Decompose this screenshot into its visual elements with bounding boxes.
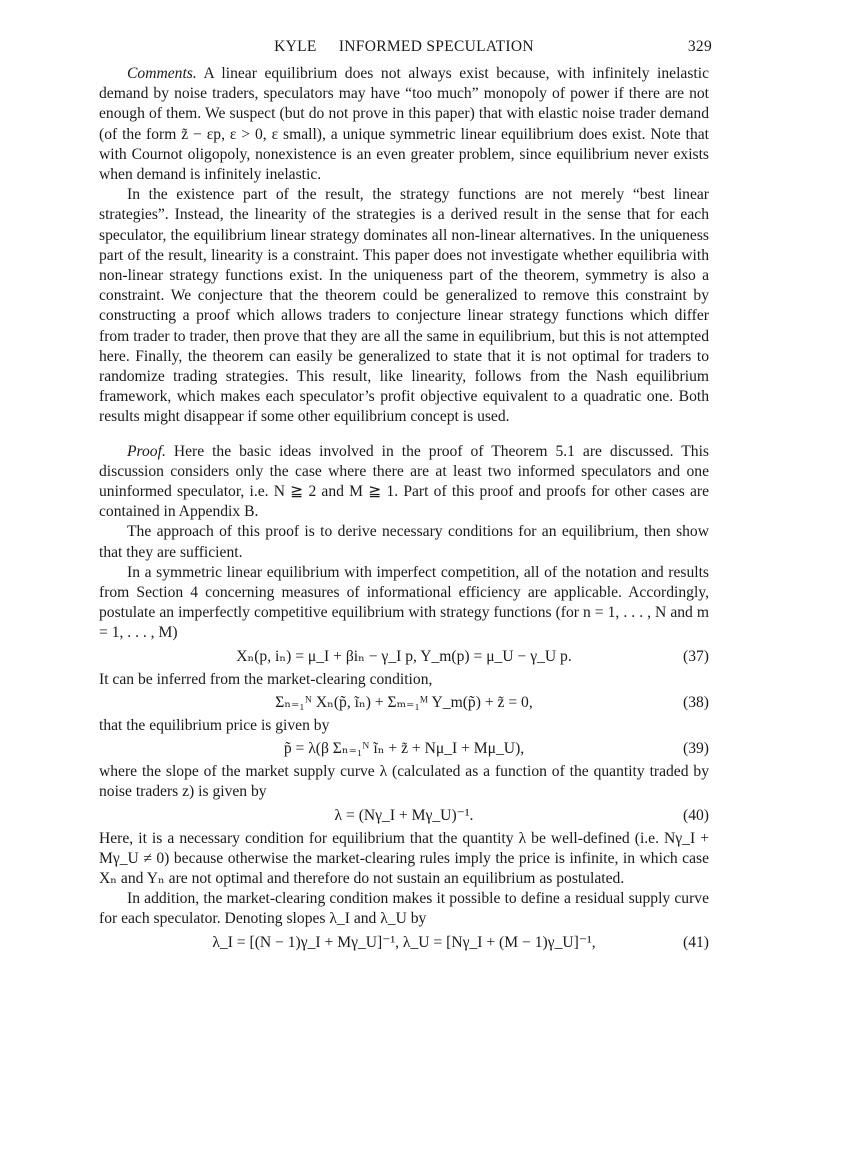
equation-39-number: (39) [683, 740, 709, 758]
header-title: INFORMED SPECULATION [338, 38, 534, 55]
inferred-paragraph: It can be inferred from the market-clearing condition, [99, 670, 433, 688]
slope-paragraph: where the slope of the market supply curve λ (calculated as a function of the quantity traded by noise traders z) is given by [99, 763, 709, 801]
proof-paragraph [99, 442, 709, 523]
equation-37-body: Xₙ(p, iₙ) = μ_I + βiₙ − γ_I p, Y_m(p) = μ_U − γ_U p. [236, 647, 572, 665]
equation-38-body: Σₙ₌₁ᴺ Xₙ(p̃, ĩₙ) + Σₘ₌₁ᴹ Y_m(p̃) + z̃ = 0, [275, 693, 533, 711]
addition-paragraph: In addition, the market-clearing condition makes it possible to define a residual supply curve for each speculator. Denoting slopes λ_I and λ_U by [99, 890, 709, 928]
page-number: 329 [687, 38, 712, 55]
proof-label: Proof. [127, 442, 166, 460]
equation-38-number: (38) [683, 693, 709, 711]
equation-39-body: p̃ = λ(β Σₙ₌₁ᴺ ĩₙ + z̃ + Nμ_I + Mμ_U), [283, 740, 525, 758]
equation-37 [99, 644, 709, 670]
here-paragraph: Here, it is a necessary condition for equilibrium that the quantity λ be well-defined (i.e. Nγ_I + Mγ_U ≠ 0) because otherwise the market-clearing rules imply the price is infinite, in which case Xₙ and Yₙ are not optimal and therefore do not sustain an equilibrium as postulated. [99, 829, 709, 887]
equation-40-body: λ = (Nγ_I + Mγ_U)⁻¹. [334, 806, 474, 824]
comments-text: A linear equilibrium does not always exist because, with infinitely inelastic demand by noise traders, speculators may have “too much” monopoly of power if there are not enough of them. We suspect (but do not prove in this paper) that with elastic noise trader demand (of the form z̃ − εp, ε > 0, ε small), a unique symmetric linear equilibrium does exist. Note that with Cournot oligopoly, nonexistence is an even greater problem, since equilibrium never exists when demand is infinitely inelastic. [99, 65, 710, 184]
equation-37-number: (37) [683, 647, 709, 665]
equation-39 [99, 736, 709, 762]
price-paragraph: that the equilibrium price is given by [99, 716, 330, 734]
symmetric-paragraph: In a symmetric linear equilibrium with imperfect competition, all of the notation and results from Section 4 concerning measures of informational efficiency are applicable. Accordingly, postulate an imperfectly competitive equilibrium with strategy functions (for n = 1, . . . , N and m = 1, . . . , M) [99, 563, 709, 642]
running-header [99, 30, 712, 64]
equation-41-body: λ_I = [(N − 1)γ_I + Mγ_U]⁻¹, λ_U = [Nγ_I + (M − 1)γ_U]⁻¹, [212, 933, 596, 951]
approach-paragraph: The approach of this proof is to derive necessary conditions for an equilibrium, then show that they are sufficient. [99, 523, 709, 561]
page [99, 30, 712, 956]
existence-paragraph: In the existence part of the result, the strategy functions are not merely “best linear strategies”. Instead, the linearity of the strategies is a derived result in the sense that for each speculator, the equilibrium linear strategy dominates all non-linear alternatives. In the uniqueness part of the result, linearity is a constraint. This paper does not investigate whether equilibria with non-linear strategy functions exist. In the uniqueness part of the theorem, symmetry is also a constraint. We conjecture that the theorem could be generalized to remove this constraint by constructing a proof which allows traders to conjecture linear strategy functions which differ from trader to trader, then prove that they are all the same in equilibrium, but this is not attempted here. Finally, the theorem can easily be generalized to state that it is not optimal for traders to randomize trading strategies. This result, like linearity, follows from the Nash equilibrium framework, which makes each speculator’s profit objective equivalent to a quadratic one. Both results might disappear if some other equilibrium concept is used. [99, 186, 709, 426]
equation-38 [99, 690, 709, 716]
equation-40-number: (40) [683, 806, 709, 824]
proof-text: Here the basic ideas involved in the proof of Theorem 5.1 are discussed. This discussion considers only the case where there are at least two informed speculators and one uninformed speculator, i.e. N ≧ 2 and M ≧ 1. Part of this proof and proofs for other cases are contained in Appendix B. [99, 442, 709, 521]
comments-label: Comments. [127, 65, 197, 82]
header-author: KYLE [274, 38, 317, 55]
equation-41-number: (41) [683, 933, 709, 951]
comments-paragraph [99, 64, 709, 185]
equation-40 [99, 803, 709, 829]
equation-41 [99, 930, 709, 956]
